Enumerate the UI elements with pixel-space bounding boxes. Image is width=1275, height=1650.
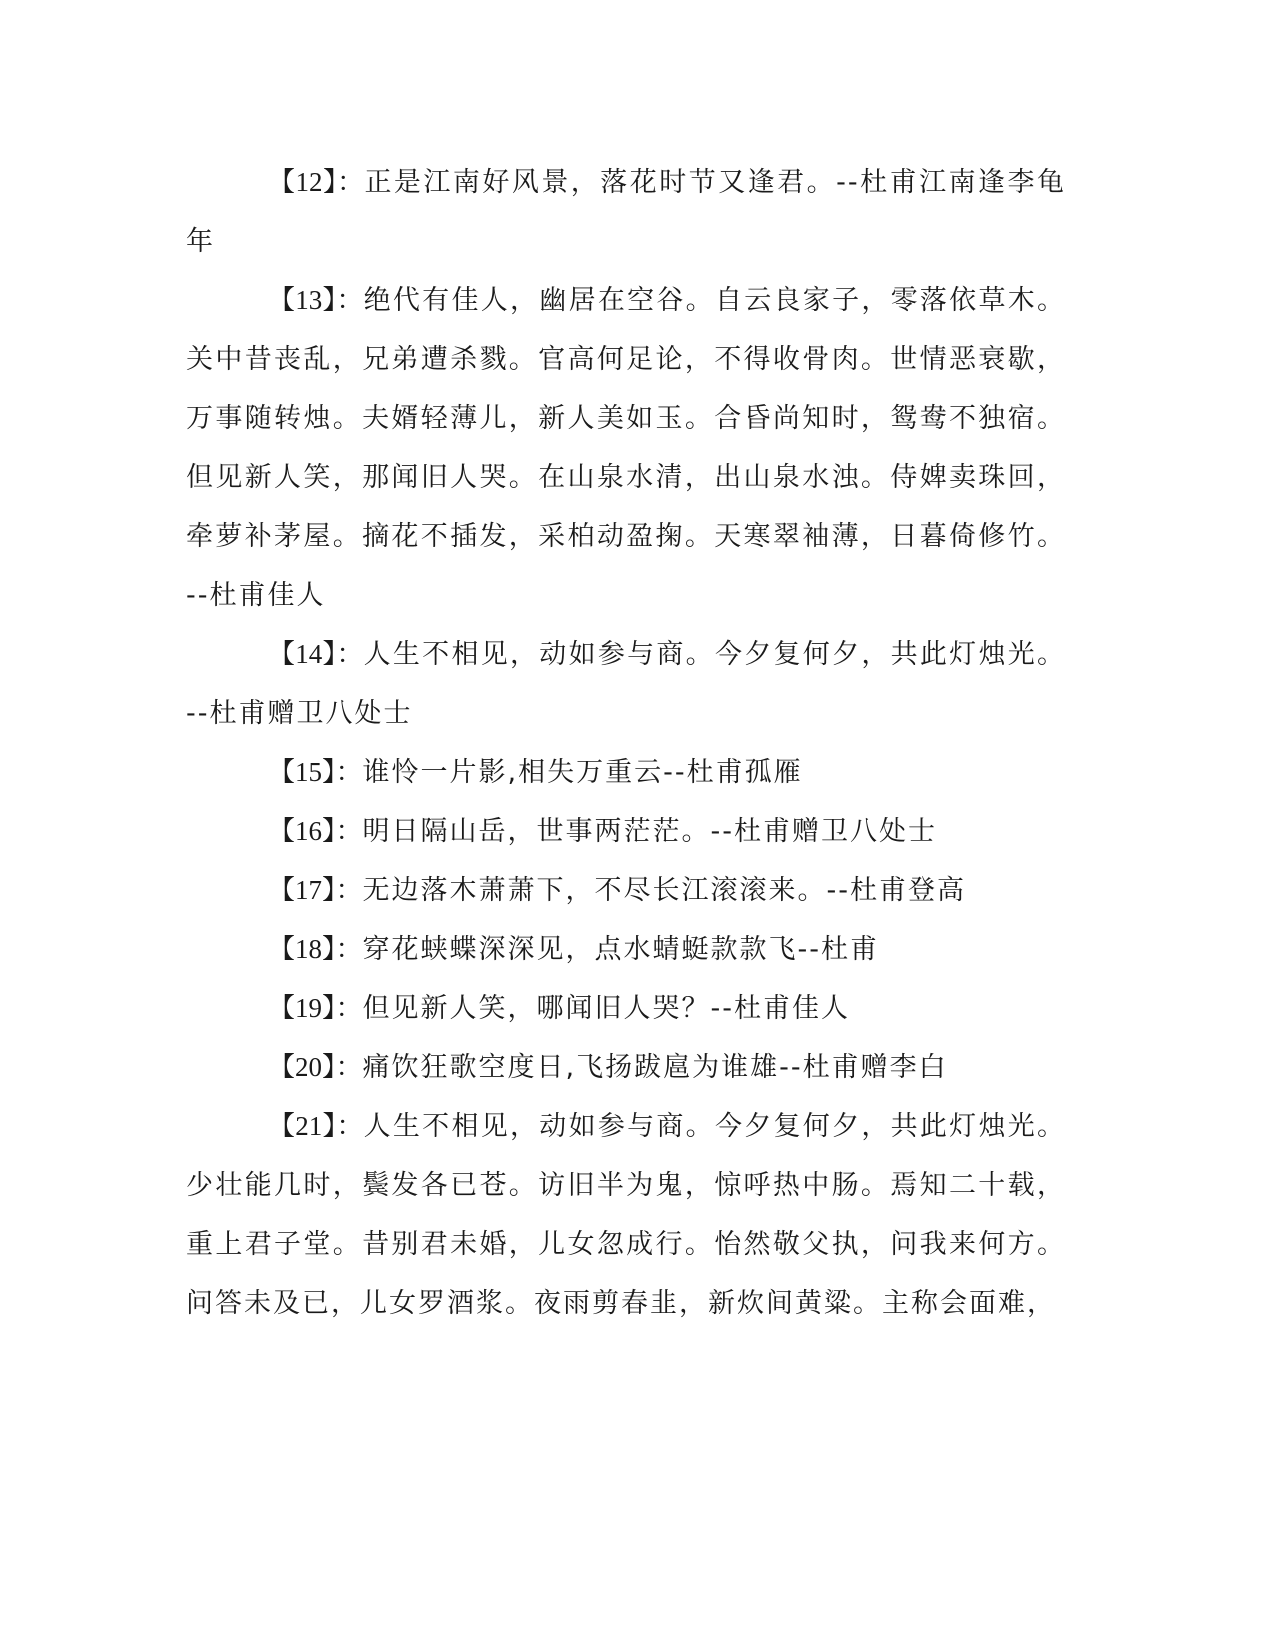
entry-label: 【19】： <box>268 993 363 1023</box>
poem-entry-14 <box>186 625 1066 743</box>
entry-label: 【14】： <box>268 639 364 669</box>
entry-label: 【21】： <box>268 1111 364 1141</box>
entry-text: 正是江南好风景，落花时节又逢君。--杜甫江南逢李龟年 <box>186 167 1067 257</box>
entry-text: 明日隔山岳，世事两茫茫。--杜甫赠卫八处士 <box>362 816 937 847</box>
entry-label: 【16】： <box>268 816 363 846</box>
entry-text: 人生不相见，动如参与商。今夕复何夕，共此灯烛光。--杜甫赠卫八处士 <box>186 639 1067 729</box>
entry-label: 【20】： <box>268 1052 363 1082</box>
poem-entry-18 <box>186 920 1066 979</box>
poem-entry-17 <box>186 861 1066 920</box>
poem-entry-19 <box>186 979 1066 1038</box>
poem-entry-21 <box>186 1097 1066 1333</box>
entry-text: 绝代有佳人，幽居在空谷。自云良家子，零落依草木。关中昔丧乱，兄弟遭杀戮。官高何足论，不得收骨肉。世情恶衰歇，万事随转烛。夫婿轻薄儿，新人美如玉。合昏尚知时，鸳鸯不独宿。但见新人笑，那闻旧人哭。在山泉水清，出山泉水浊。侍婢卖珠回，牵萝补茅屋。摘花不插发，采柏动盈掬。天寒翠袖薄，日暮倚修竹。--杜甫佳人 <box>186 285 1067 611</box>
entry-text: 穿花蛱蝶深深见，点水蜻蜓款款飞--杜甫 <box>362 934 879 965</box>
entry-text: 但见新人笑，哪闻旧人哭？--杜甫佳人 <box>362 993 850 1024</box>
entry-label: 【13】： <box>268 285 364 315</box>
entry-text: 痛饮狂歌空度日,飞扬跋扈为谁雄--杜甫赠李白 <box>362 1052 948 1083</box>
entry-label: 【17】： <box>268 875 363 905</box>
poem-entry-13 <box>186 271 1066 625</box>
entry-text: 无边落木萧萧下，不尽长江滚滚来。--杜甫登高 <box>362 875 966 906</box>
poem-entry-15 <box>186 743 1066 802</box>
poem-entry-20 <box>186 1038 1066 1097</box>
entry-label: 【15】： <box>268 757 363 787</box>
entry-label: 【18】： <box>268 934 363 964</box>
entry-text: 人生不相见，动如参与商。今夕复何夕，共此灯烛光。少壮能几时，鬓发各已苍。访旧半为鬼，惊呼热中肠。焉知二十载，重上君子堂。昔别君未婚，儿女忽成行。怡然敬父执，问我来何方。问答未及已，儿女罗酒浆。夜雨剪春韭，新炊间黄粱。主称会面难， <box>186 1111 1067 1319</box>
document-content <box>186 153 1066 1333</box>
entry-label: 【12】： <box>268 167 365 197</box>
poem-entry-16 <box>186 802 1066 861</box>
entry-text: 谁怜一片影,相失万重云--杜甫孤雁 <box>362 757 803 788</box>
poem-entry-12 <box>186 153 1066 271</box>
